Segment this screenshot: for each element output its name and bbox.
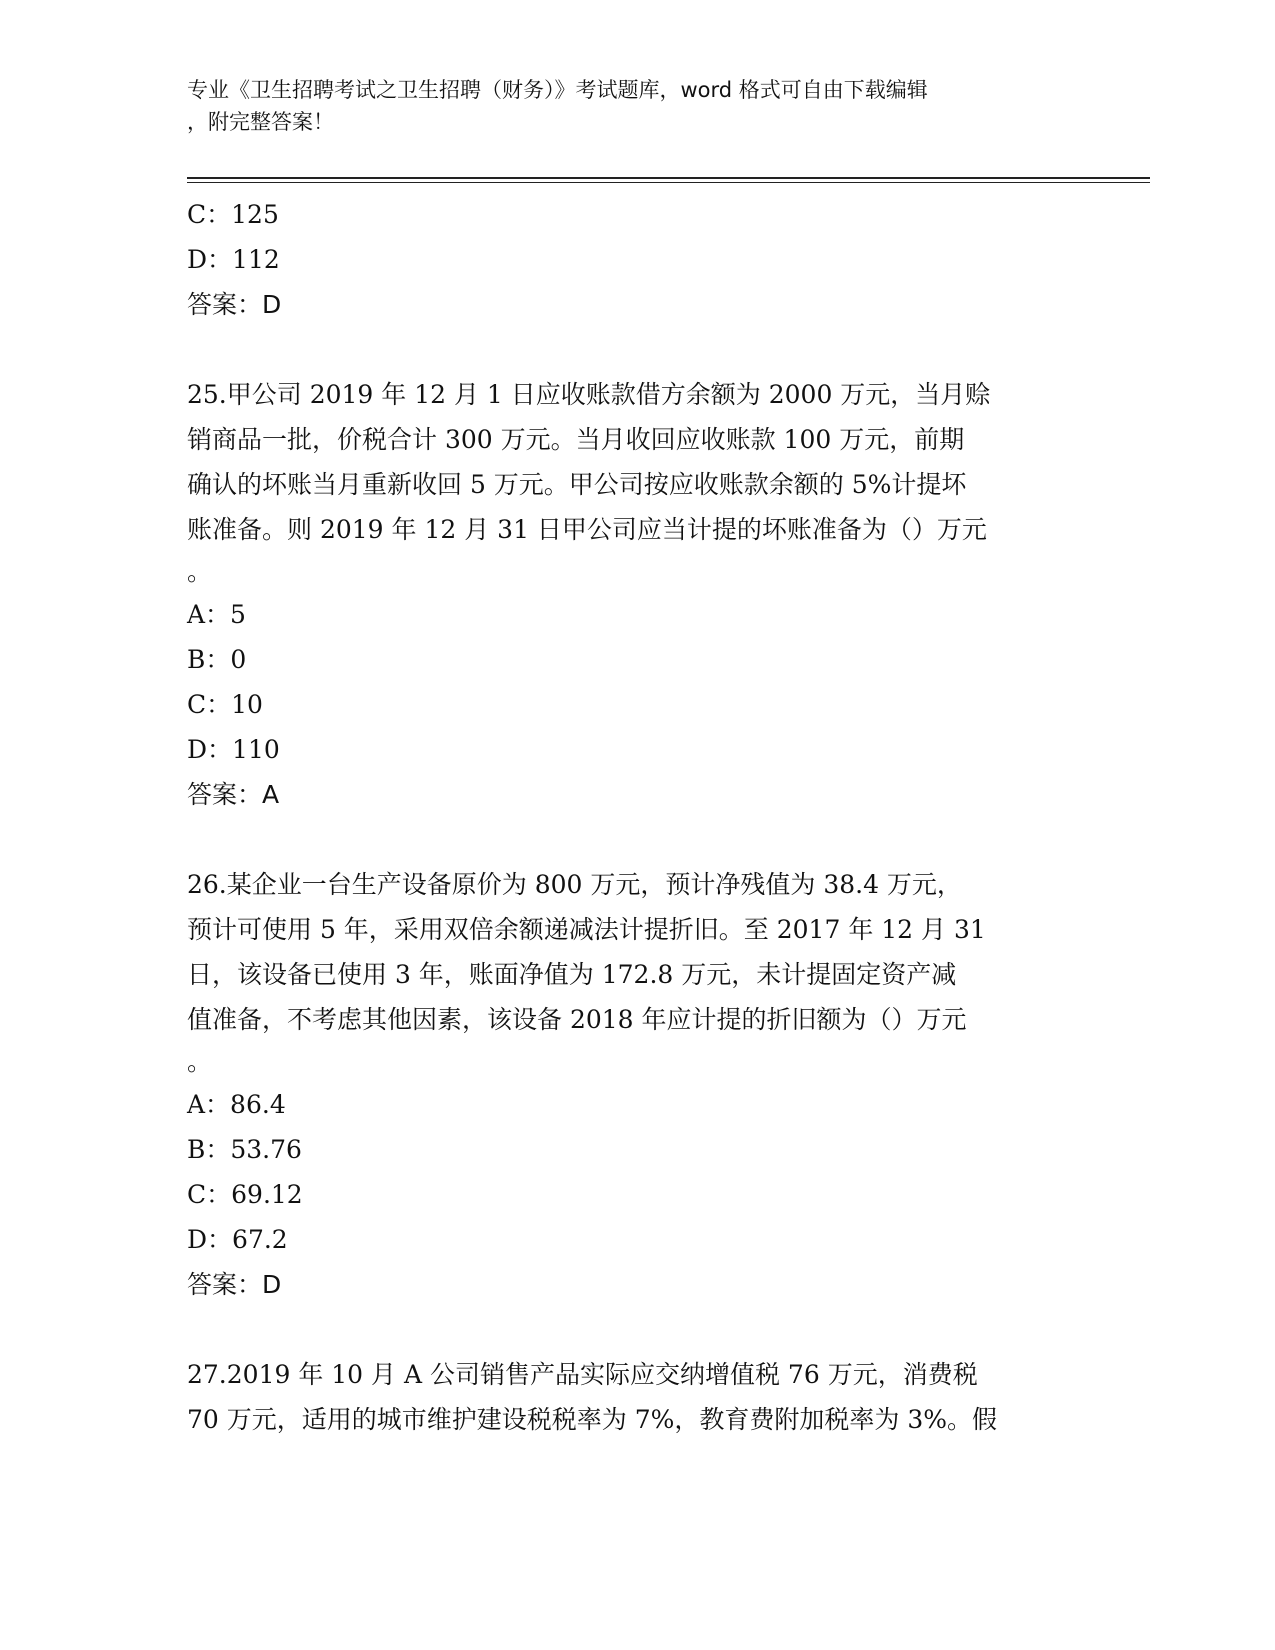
question-25 bbox=[187, 372, 1087, 817]
document-header bbox=[187, 74, 1067, 138]
option-c: C：10 bbox=[187, 690, 263, 719]
header-line-2: ，附完整答案！ bbox=[187, 110, 334, 134]
document-body bbox=[187, 192, 1087, 1442]
option-b: B：0 bbox=[187, 645, 247, 674]
header-divider-thin bbox=[187, 182, 1150, 183]
option-c: C：69.12 bbox=[187, 1180, 303, 1209]
option-b: B：53.76 bbox=[187, 1135, 302, 1164]
question-text-line: 70 万元，适用的城市维护建设税税率为 7%，教育费附加税率为 3%。假 bbox=[187, 1405, 997, 1434]
answer-line: 答案：A bbox=[187, 780, 280, 809]
prev-question-block bbox=[187, 192, 1087, 327]
option-a: A：5 bbox=[187, 600, 246, 629]
option-d: D：112 bbox=[187, 245, 280, 274]
question-text-line: 账准备。则 2019 年 12 月 31 日甲公司应当计提的坏账准备为（）万元 bbox=[187, 515, 987, 544]
option-d: D：110 bbox=[187, 735, 280, 764]
question-text-line: 27.2019 年 10 月 A 公司销售产品实际应交纳增值税 76 万元，消费税 bbox=[187, 1360, 978, 1389]
header-line-1: 专业《卫生招聘考试之卫生招聘（财务）》考试题库，word 格式可自由下载编辑 bbox=[187, 78, 928, 102]
question-27 bbox=[187, 1352, 1087, 1442]
option-a: A：86.4 bbox=[187, 1090, 286, 1119]
option-c: C：125 bbox=[187, 200, 279, 229]
question-text-line: 日，该设备已使用 3 年，账面净值为 172.8 万元，未计提固定资产减 bbox=[187, 960, 957, 989]
question-text-line: 。 bbox=[187, 1047, 213, 1076]
option-d: D：67.2 bbox=[187, 1225, 288, 1254]
question-text-line: 26.某企业一台生产设备原价为 800 万元，预计净残值为 38.4 万元， bbox=[187, 870, 962, 899]
question-text-line: 预计可使用 5 年，采用双倍余额递减法计提折旧。至 2017 年 12 月 31 bbox=[187, 915, 986, 944]
question-text-line: 销商品一批，价税合计 300 万元。当月收回应收账款 100 万元，前期 bbox=[187, 425, 965, 454]
question-text-line: 25.甲公司 2019 年 12 月 1 日应收账款借方余额为 2000 万元，当月赊 bbox=[187, 380, 991, 409]
question-text-line: 。 bbox=[187, 557, 213, 586]
question-text-line: 确认的坏账当月重新收回 5 万元。甲公司按应收账款余额的 5%计提坏 bbox=[187, 470, 967, 499]
question-26 bbox=[187, 862, 1087, 1307]
header-divider-thick bbox=[187, 177, 1150, 179]
answer-line: 答案：D bbox=[187, 290, 282, 319]
answer-line: 答案：D bbox=[187, 1270, 282, 1299]
question-text-line: 值准备，不考虑其他因素，该设备 2018 年应计提的折旧额为（）万元 bbox=[187, 1005, 967, 1034]
